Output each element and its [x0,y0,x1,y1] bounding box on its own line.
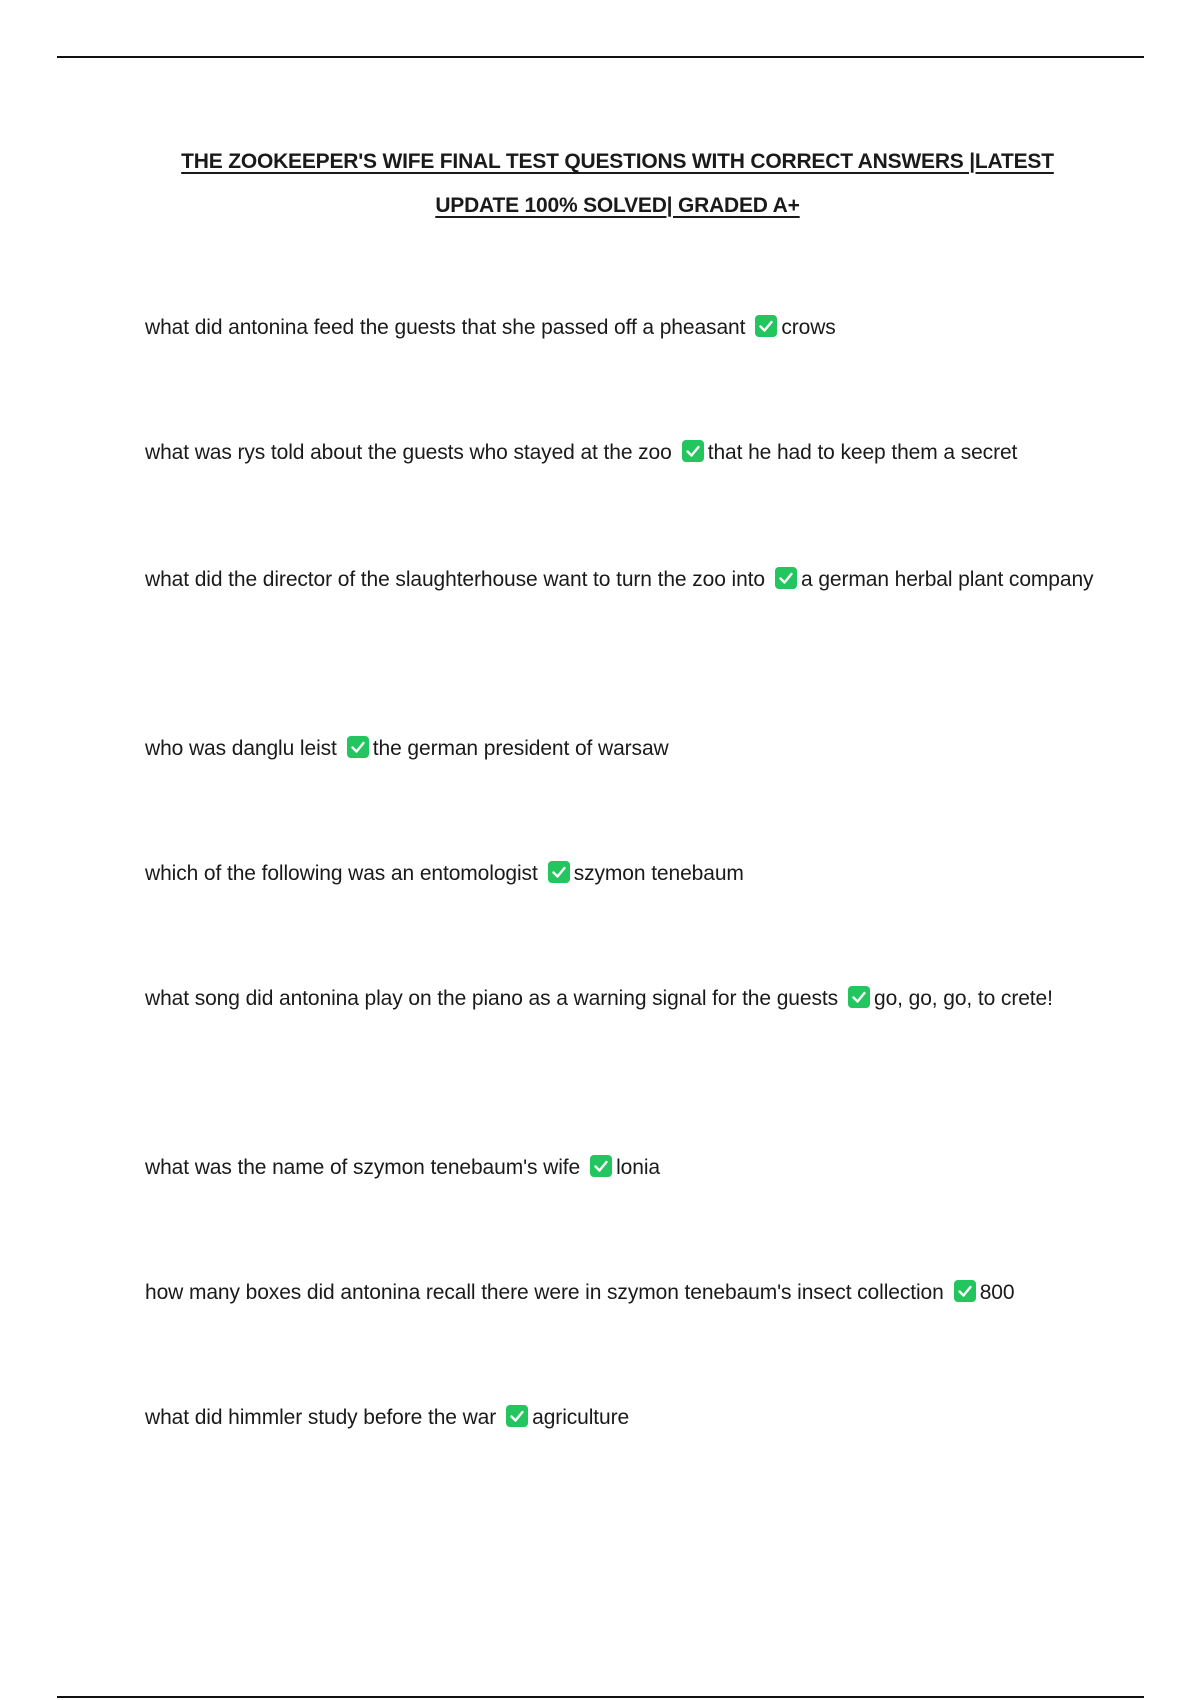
qa-item [145,430,1100,476]
check-mark-icon [682,440,704,462]
answer-text: 800 [979,1281,1015,1304]
question-text: what was rys told about the guests who stayed at the zoo [145,441,672,464]
answer-text: a german herbal plant company [801,568,1094,591]
top-rule [57,56,1144,58]
answer-text: go, go, go, to crete! [873,987,1053,1010]
answer-text: crows [781,316,836,339]
question-text: what did himmler study before the war [145,1406,497,1429]
question-text: which of the following was an entomologist [145,862,538,885]
document-title: THE ZOOKEEPER'S WIFE FINAL TEST QUESTIONS WITH CORRECT ANSWERS |LATEST UPDATE 100% SOLVED| GRADED A+ [181,150,1054,217]
qa-item [145,1395,1100,1441]
check-mark-icon [954,1280,976,1302]
qa-item [145,726,1100,772]
question-text: how many boxes did antonina recall there were in szymon tenebaum's insect collection [145,1281,944,1304]
qa-item [145,305,1100,351]
question-text: what was the name of szymon tenebaum's wife [145,1156,581,1179]
qa-item [145,851,1100,897]
answer-text: the german president of warsaw [372,737,669,760]
check-mark-icon [590,1155,612,1177]
answer-text: lonia [616,1156,660,1179]
answer-text: that he had to keep them a secret [707,441,1018,464]
qa-item [145,1145,1100,1191]
question-text: what song did antonina play on the piano as a warning signal for the guests [145,987,838,1010]
check-mark-icon [506,1405,528,1427]
check-mark-icon [848,986,870,1008]
question-text: what did antonina feed the guests that she passed off a pheasant [145,316,746,339]
check-mark-icon [347,736,369,758]
check-mark-icon [775,567,797,589]
check-mark-icon [755,315,777,337]
answer-text: szymon tenebaum [573,862,744,885]
qa-item [145,557,1100,603]
qa-item [145,976,1100,1022]
qa-item [145,1270,1100,1316]
answer-text: agriculture [532,1406,630,1429]
question-text: who was danglu leist [145,737,337,760]
check-mark-icon [548,861,570,883]
bottom-rule [57,1696,1144,1698]
question-text: what did the director of the slaughterhouse want to turn the zoo into [145,568,765,591]
